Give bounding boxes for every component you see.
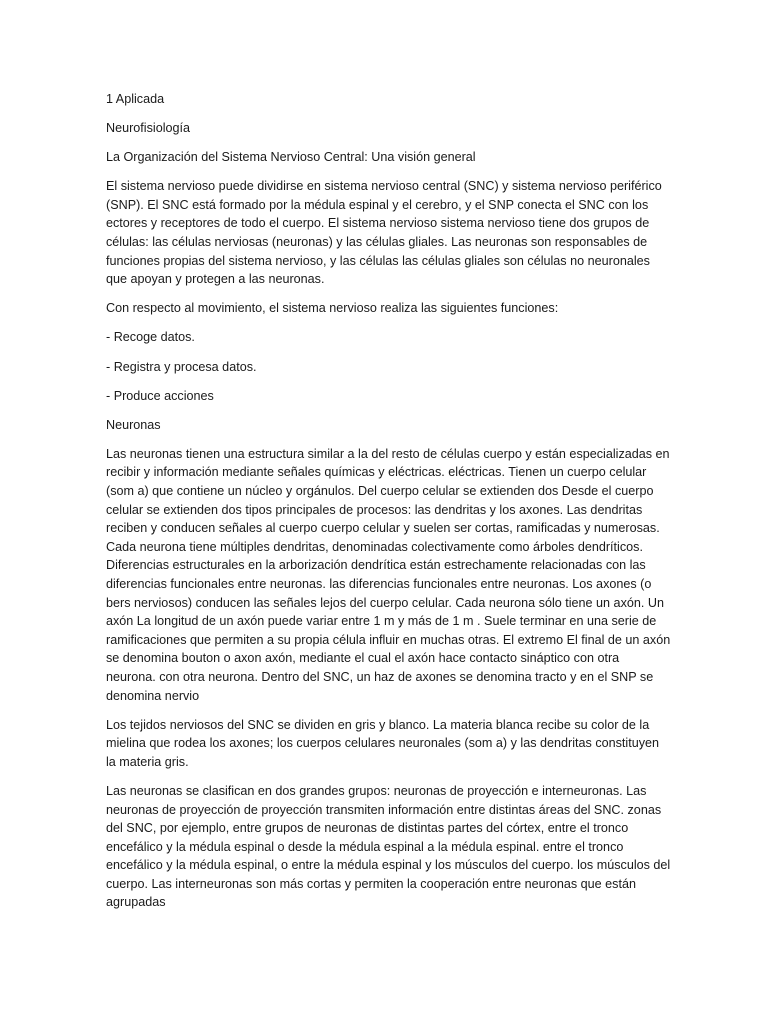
- paragraph-functions-lead: Con respecto al movimiento, el sistema nervioso realiza las siguientes funciones:: [106, 301, 559, 316]
- section-heading-neuronas: Neuronas: [106, 417, 161, 432]
- list-item: - Produce acciones: [106, 388, 214, 403]
- paragraph-tejidos: Los tejidos nerviosos del SNC se dividen en gris y blanco. La materia blanca recibe su color de la mielina que rodea los axones; los cuerpos celulares neuronales (som a) y las dendritas constituyen la materia gris.: [106, 717, 660, 769]
- paragraph-neuronas: Las neuronas tienen una estructura similar a la del resto de células cuerpo y están especializadas en recibir y información mediante señales químicas y eléctricas. eléctricas. Tienen un cuerpo celular (som a) que contiene un núcleo y orgánulos. Del cuerpo celular se extienden dos Desde el cuerpo celular se extienden dos tipos principales de procesos: las dendritas y los axones. Las dendritas reciben y conducen señales al cuerpo cuerpo celular y suelen ser cortas, ramificadas y numerosas. Cada neurona tiene múltiples dendritas, denominadas colectivamente como árboles dendríticos. Diferencias estructurales en la arborización dendrítica están estrechamente relacionadas con las diferencias funcionales entre neuronas. las diferencias funcionales entre neuronas. Los axones (o bers nerviosos) conducen las señales lejos del cuerpo celular. Cada neurona sólo tiene un axón. Un axón La longitud de un axón puede variar entre 1 m y más de 1 m . Suele terminar en una serie de ramificaciones que permiten a su propia célula influir en muchas otras. El extremo El final de un axón se denomina bouton o axon axón, mediante el cual el axón hace contacto sináptico con otra neurona. con otra neurona. Dentro del SNC, un haz de axones se denomina tracto y en el SNP se denomina nervio: [106, 446, 671, 703]
- paragraph-clasificacion: Las neuronas se clasifican en dos grandes grupos: neuronas de proyección e interneuronas. Las neuronas de proyección de proyección transmiten información entre distintas áreas del SNC. zonas del SNC, por ejemplo, entre grupos de neuronas de distintas partes del córtex, entre el tronco encefálico y la médula espinal o desde la médula espinal a la médula espinal. entre el tronco encefálico y la médula espinal, o entre la médula espinal y los músculos del cuerpo. los músculos del cuerpo. Las interneuronas son más cortas y permiten la cooperación entre neuronas que están agrupadas: [106, 783, 671, 910]
- list-item: - Registra y procesa datos.: [106, 359, 257, 374]
- list-item: - Recoge datos.: [106, 330, 195, 345]
- document-title: La Organización del Sistema Nervioso Central: Una visión general: [106, 150, 476, 165]
- document-page: [106, 90, 671, 923]
- paragraph-intro: El sistema nervioso puede dividirse en sistema nervioso central (SNC) y sistema nervioso periférico (SNP). El SNC está formado por la médula espinal y el cerebro, y el SNP conecta el SNC con los ectores y receptores de todo el cuerpo. El sistema nervioso sistema nervioso tiene dos grupos de células: las células nerviosas (neuronas) y las células gliales. Las neuronas son responsables de funciones propias del sistema nervioso, y las células las células gliales son células no neuronales que apoyan y protegen a las neuronas.: [106, 179, 662, 287]
- document-subject: Neurofisiología: [106, 121, 191, 136]
- document-heading-number: 1 Aplicada: [106, 92, 165, 106]
